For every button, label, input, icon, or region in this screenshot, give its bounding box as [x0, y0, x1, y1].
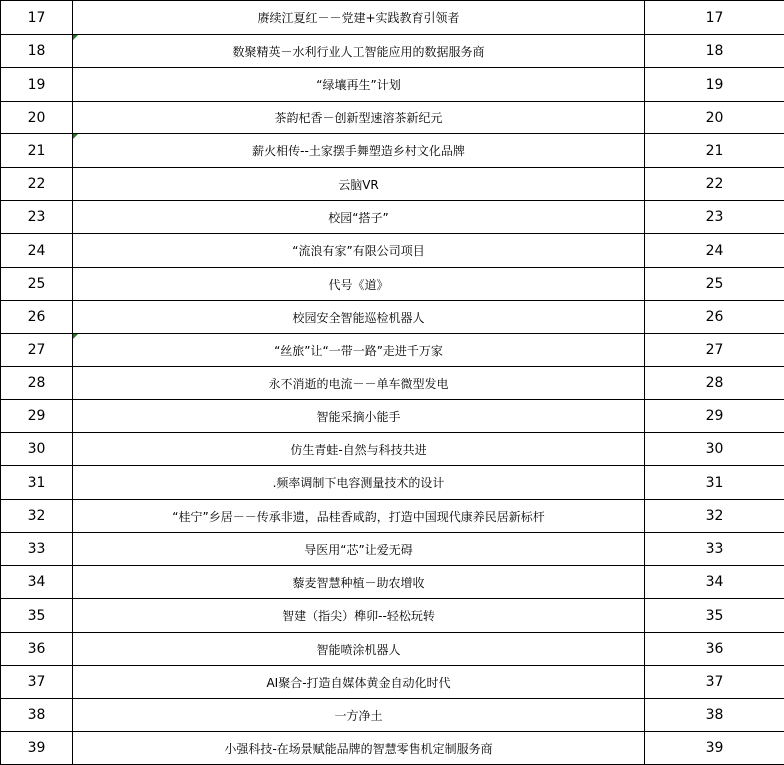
cell-number[interactable]: 38	[1, 699, 73, 732]
cell-index[interactable]: 19	[645, 68, 784, 102]
cell-index[interactable]: 24	[645, 234, 784, 268]
cell-project-name[interactable]: .频率调制下电容测量技术的设计	[73, 466, 645, 500]
cell-project-name[interactable]: 茶韵杞香－创新型速溶茶新纪元	[73, 102, 645, 134]
cell-project-name[interactable]: 藜麦智慧种植－助农增收	[73, 566, 645, 599]
table-row	[1, 334, 784, 367]
comment-indicator-icon	[73, 334, 78, 339]
cell-number[interactable]: 17	[1, 1, 73, 35]
cell-project-name[interactable]: 智能喷涂机器人	[73, 633, 645, 666]
cell-index[interactable]: 21	[645, 134, 784, 168]
table-row	[1, 699, 784, 732]
cell-project-name[interactable]: 代号《道》	[73, 268, 645, 301]
cell-number[interactable]: 39	[1, 732, 73, 765]
cell-text: 数聚精英－水利行业人工智能应用的数据服务商	[232, 44, 485, 59]
cell-number[interactable]: 29	[1, 400, 73, 433]
cell-index[interactable]: 17	[645, 1, 784, 35]
cell-number[interactable]: 30	[1, 433, 73, 466]
table-row	[1, 433, 784, 466]
cell-number[interactable]: 18	[1, 35, 73, 68]
comment-indicator-icon	[73, 134, 78, 139]
cell-number[interactable]: 36	[1, 633, 73, 666]
cell-index[interactable]: 33	[645, 533, 784, 566]
table-row	[1, 168, 784, 201]
cell-number[interactable]: 22	[1, 168, 73, 201]
cell-index[interactable]: 26	[645, 301, 784, 334]
cell-index[interactable]: 30	[645, 433, 784, 466]
cell-project-name[interactable]: 赓续江夏红－－党建+实践教育引领者	[73, 1, 645, 35]
cell-project-name[interactable]: “桂宁”乡居－－传承非遗，品桂香咸韵，打造中国现代康养民居新标杆	[73, 500, 645, 533]
table-row	[1, 201, 784, 234]
cell-project-name[interactable]	[73, 134, 645, 168]
cell-index[interactable]: 20	[645, 102, 784, 134]
cell-number[interactable]: 25	[1, 268, 73, 301]
table-row	[1, 35, 784, 68]
cell-index[interactable]: 35	[645, 599, 784, 633]
cell-number[interactable]: 32	[1, 500, 73, 533]
cell-index[interactable]: 22	[645, 168, 784, 201]
cell-number[interactable]: 21	[1, 134, 73, 168]
table-row	[1, 400, 784, 433]
cell-index[interactable]: 38	[645, 699, 784, 732]
table-row	[1, 367, 784, 400]
table-row	[1, 234, 784, 268]
table-row	[1, 268, 784, 301]
cell-text: 薪火相传--土家摆手舞塑造乡村文化品牌	[252, 144, 465, 158]
table-row	[1, 1, 784, 35]
table-body	[1, 1, 784, 765]
cell-number[interactable]: 31	[1, 466, 73, 500]
cell-project-name[interactable]: 智建（指尖）榫卯--轻松玩转	[73, 599, 645, 633]
cell-project-name[interactable]: 校园安全智能巡检机器人	[73, 301, 645, 334]
cell-project-name[interactable]: “流浪有家”有限公司项目	[73, 234, 645, 268]
cell-project-name[interactable]: 一方净土	[73, 699, 645, 732]
cell-index[interactable]: 34	[645, 566, 784, 599]
table-row	[1, 301, 784, 334]
cell-number[interactable]: 34	[1, 566, 73, 599]
cell-index[interactable]: 27	[645, 334, 784, 367]
cell-number[interactable]: 37	[1, 666, 73, 699]
table-row	[1, 500, 784, 533]
cell-index[interactable]: 37	[645, 666, 784, 699]
cell-project-name[interactable]: 小强科技-在场景赋能品牌的智慧零售机定制服务商	[73, 732, 645, 765]
cell-project-name[interactable]	[73, 334, 645, 367]
cell-index[interactable]: 28	[645, 367, 784, 400]
table-row	[1, 633, 784, 666]
table-row	[1, 732, 784, 765]
cell-project-name[interactable]: 永不消逝的电流－－单车微型发电	[73, 367, 645, 400]
cell-index[interactable]: 36	[645, 633, 784, 666]
cell-index[interactable]: 29	[645, 400, 784, 433]
table-row	[1, 68, 784, 102]
table-row	[1, 533, 784, 566]
cell-number[interactable]: 33	[1, 533, 73, 566]
cell-number[interactable]: 20	[1, 102, 73, 134]
cell-number[interactable]: 23	[1, 201, 73, 234]
cell-text: “丝旅”让“一带一路”走进千万家	[274, 343, 443, 358]
cell-number[interactable]: 19	[1, 68, 73, 102]
cell-index[interactable]: 23	[645, 201, 784, 234]
table-row	[1, 134, 784, 168]
cell-index[interactable]: 32	[645, 500, 784, 533]
cell-number[interactable]: 24	[1, 234, 73, 268]
table-row	[1, 666, 784, 699]
cell-project-name[interactable]	[73, 35, 645, 68]
table-row	[1, 566, 784, 599]
cell-index[interactable]: 25	[645, 268, 784, 301]
cell-project-name[interactable]: 仿生青蛙-自然与科技共进	[73, 433, 645, 466]
cell-project-name[interactable]: 云脑VR	[73, 168, 645, 201]
cell-project-name[interactable]: “绿壤再生”计划	[73, 68, 645, 102]
cell-project-name[interactable]: 校园“搭子”	[73, 201, 645, 234]
cell-project-name[interactable]: 导医用“芯”让爱无碍	[73, 533, 645, 566]
table-row	[1, 599, 784, 633]
cell-index[interactable]: 31	[645, 466, 784, 500]
cell-project-name[interactable]: AI聚合-打造自媒体黄金自动化时代	[73, 666, 645, 699]
cell-index[interactable]: 39	[645, 732, 784, 765]
table-row	[1, 102, 784, 134]
cell-number[interactable]: 28	[1, 367, 73, 400]
cell-index[interactable]: 18	[645, 35, 784, 68]
cell-number[interactable]: 35	[1, 599, 73, 633]
table-row	[1, 466, 784, 500]
comment-indicator-icon	[73, 35, 78, 40]
cell-number[interactable]: 26	[1, 301, 73, 334]
cell-number[interactable]: 27	[1, 334, 73, 367]
cell-project-name[interactable]: 智能采摘小能手	[73, 400, 645, 433]
